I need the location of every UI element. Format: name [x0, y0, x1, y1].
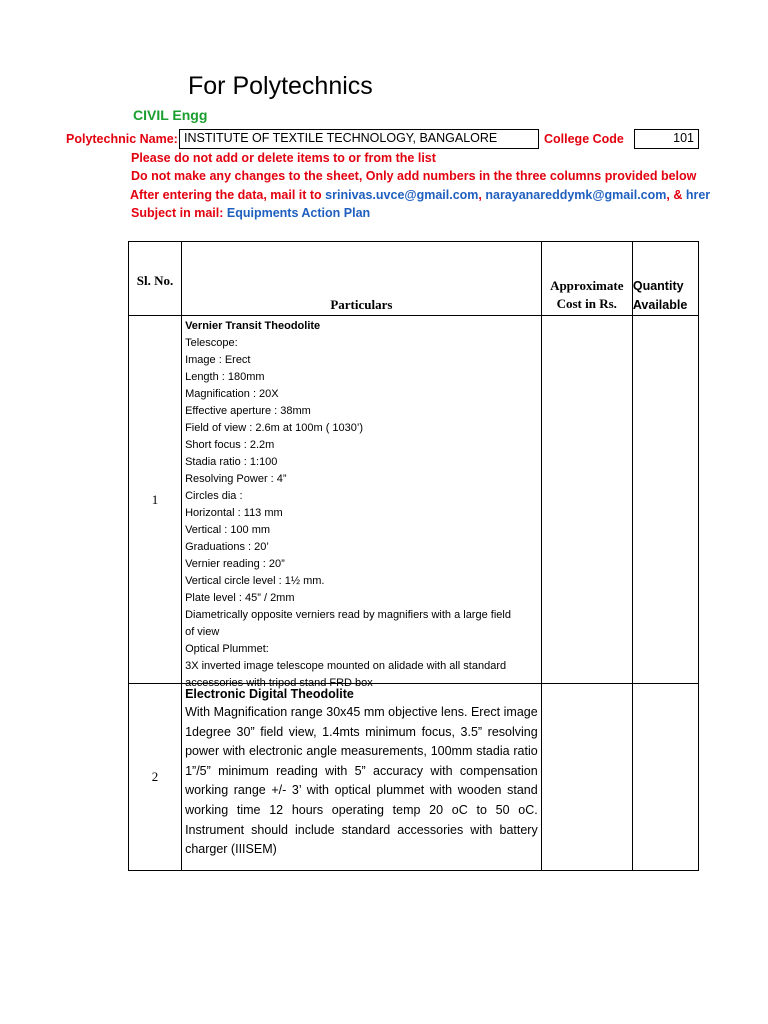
- row-2-sl-no: 2: [129, 684, 182, 871]
- row-1-spec-line: Horizontal : 113 mm: [185, 507, 283, 519]
- row-1-qty-cell[interactable]: [632, 316, 698, 684]
- table-row: [129, 316, 699, 684]
- header-qty-line-1: Quantity: [632, 279, 684, 293]
- college-code-value: 101: [673, 131, 694, 145]
- row-1-spec-line: Circles dia :: [185, 490, 243, 502]
- row-1-sl-no: 1: [129, 316, 182, 684]
- row-2-cost-cell[interactable]: [541, 684, 632, 871]
- header-cost-line-1: Approximate: [550, 278, 624, 293]
- row-1-spec-line: Stadia ratio : 1:100: [185, 456, 278, 468]
- row-1-spec-line: 3X inverted image telescope mounted on alidade with all standard: [185, 660, 507, 672]
- email-link-3[interactable]: hrer: [685, 188, 711, 202]
- row-2-description: With Magnification range 30x45 mm objective lens. Erect image 1degree 30” field view, 1.4mts minimum focus, 3.5” resolving power with electronic angle measurements, 100mm stadia ratio 1”/5” minimum reading with 5” accuracy with compensation working range +/- 3’ with optical plummet with wooden stand working time 12 hours operating temp 20 oC to 50 oC. Instrument should include standard accessories with battery charger (IIISEM): [185, 705, 538, 857]
- page-title: For Polytechnics: [188, 72, 373, 100]
- row-1-spec-line: Telescope:: [185, 337, 238, 349]
- row-1-item-name: Vernier Transit Theodolite: [185, 320, 321, 332]
- row-1-spec-line: Optical Plummet:: [185, 643, 269, 655]
- row-1-particulars: [182, 316, 542, 689]
- instruction-line-2: Do not make any changes to the sheet, Only add numbers in the three columns provided below: [131, 169, 697, 183]
- polytechnic-name-value: INSTITUTE OF TEXTILE TECHNOLOGY, BANGALORE: [184, 131, 498, 145]
- row-1-spec-line: of view: [185, 626, 220, 638]
- department-label: CIVIL Engg: [133, 107, 208, 123]
- row-1-spec-line: Field of view : 2.6m at 100m ( 1030’): [185, 422, 363, 434]
- equipment-table: [128, 241, 699, 871]
- instruction-line-1: Please do not add or delete items to or from the list: [131, 151, 436, 165]
- email-link-1[interactable]: srinivas.uvce@gmail.com: [325, 188, 479, 202]
- row-1-spec-line: accessories with tripod stand FRD box: [185, 677, 373, 689]
- row-1-spec-line: Diametrically opposite verniers read by magnifiers with a large field: [185, 609, 511, 621]
- row-1-spec-line: Length : 180mm: [185, 371, 265, 383]
- row-1-spec-line: Graduations : 20’: [185, 541, 269, 553]
- row-1-spec-line: Plate level : 45” / 2mm: [185, 592, 295, 604]
- row-1-spec-line: Magnification : 20X: [185, 388, 279, 400]
- table-row: [129, 684, 699, 871]
- subject-label: Subject in mail:: [131, 206, 227, 220]
- row-1-spec-line: Vertical : 100 mm: [185, 524, 271, 536]
- polytechnic-name-field[interactable]: [179, 129, 539, 149]
- row-1-spec-line: Vernier reading : 20”: [185, 558, 285, 570]
- college-code-field[interactable]: [634, 129, 699, 149]
- email-separator-1: ,: [478, 188, 486, 202]
- row-1-spec-line: Effective aperture : 38mm: [185, 405, 311, 417]
- college-code-label: College Code: [544, 132, 624, 146]
- subject-line: [131, 206, 370, 220]
- email-separator-2: , &: [666, 188, 686, 202]
- header-particulars: Particulars: [182, 242, 542, 316]
- row-2-qty-cell[interactable]: [632, 684, 698, 871]
- row-2-item-name: Electronic Digital Theodolite: [185, 687, 354, 701]
- row-1-cost-cell[interactable]: [541, 316, 632, 684]
- row-1-spec-line: Image : Erect: [185, 354, 251, 366]
- row-1-spec-line: Short focus : 2.2m: [185, 439, 275, 451]
- header-sl-no: Sl. No.: [129, 242, 182, 316]
- subject-value: Equipments Action Plan: [226, 206, 371, 220]
- header-approx-cost: [541, 242, 632, 316]
- table-header-row: [129, 242, 699, 316]
- polytechnic-name-label: Polytechnic Name:: [66, 132, 178, 146]
- mail-instruction-prefix: After entering the data, mail it to: [130, 188, 326, 202]
- header-cost-line-2: Cost in Rs.: [556, 296, 617, 311]
- header-qty-line-2: Available: [632, 298, 688, 312]
- row-2-particulars: [182, 684, 542, 871]
- row-1-spec-line: Resolving Power : 4”: [185, 473, 287, 485]
- row-1-spec-line: Vertical circle level : 1½ mm.: [185, 575, 325, 587]
- email-link-2[interactable]: narayanareddymk@gmail.com: [485, 188, 667, 202]
- header-quantity: [632, 242, 698, 316]
